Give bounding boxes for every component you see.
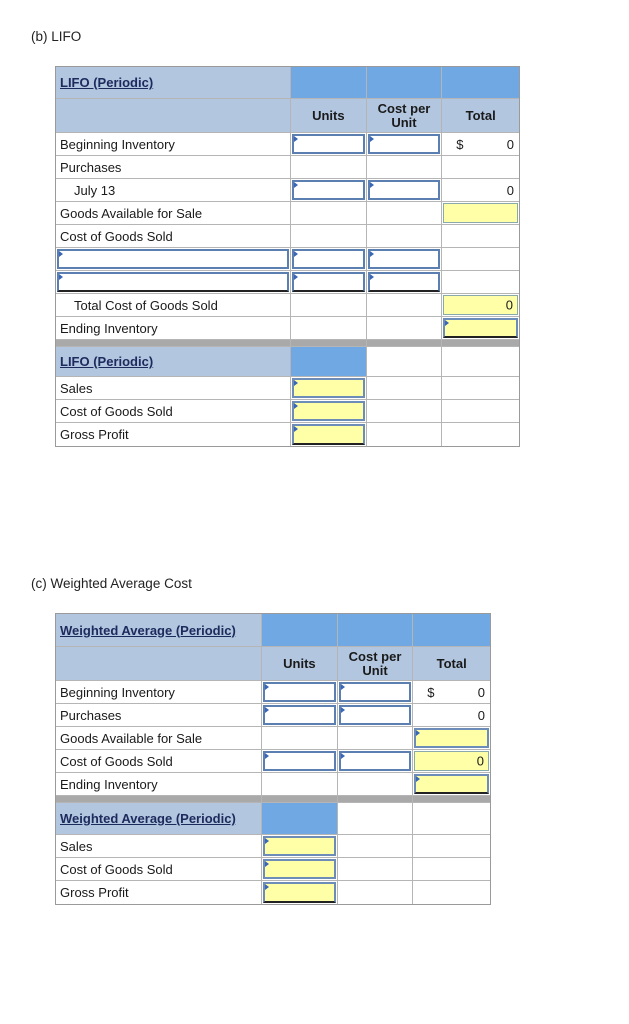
cost-per-unit-header: Cost per Unit (338, 647, 414, 680)
lifo-table (55, 66, 520, 447)
lifo-title: LIFO (Periodic) (60, 75, 154, 90)
wa-beginning-total (413, 681, 490, 703)
row-label: Purchases (56, 156, 291, 178)
weighted-profit-title-row (56, 803, 490, 835)
row-label: Cost of Goods Sold (56, 750, 262, 772)
weighted-table (55, 613, 491, 905)
cost-per-unit-header: Cost per Unit (367, 99, 443, 132)
lifo-row-beginning-inventory (56, 133, 519, 156)
row-label: Cost of Goods Sold (56, 225, 291, 247)
divider (56, 796, 490, 803)
sales-input[interactable] (292, 378, 365, 398)
row-label: Sales (56, 377, 291, 399)
weighted-profit-title: Weighted Average (Periodic) (60, 811, 236, 826)
cogs-layer2-cost-input[interactable] (368, 272, 441, 292)
ending-inventory-total-input[interactable] (443, 318, 518, 338)
wa-sales-input[interactable] (263, 836, 336, 856)
lifo-profit-title: LIFO (Periodic) (60, 354, 154, 369)
weighted-section-label: (c) Weighted Average Cost (31, 576, 192, 591)
wa-beginning-total-value: 0 (477, 684, 486, 700)
lifo-row-gross-profit (56, 423, 519, 446)
cogs-layer1-label-input[interactable] (57, 249, 289, 269)
cogs-layer1-units-input[interactable] (292, 249, 365, 269)
wa-purchases-units-input[interactable] (263, 705, 336, 725)
weighted-row-gross-profit (56, 881, 490, 904)
lifo-profit-title-row (56, 347, 519, 377)
weighted-row-purchases (56, 704, 490, 727)
weighted-row-ending-inventory (56, 773, 490, 796)
total-header: Total (442, 99, 519, 132)
weighted-title-row (56, 614, 490, 647)
cogs-layer2-units-input[interactable] (292, 272, 365, 292)
units-header: Units (291, 99, 367, 132)
july13-cost-input[interactable] (368, 180, 441, 200)
lifo-title-row (56, 67, 519, 99)
weighted-header-row (56, 647, 490, 681)
lifo-row-purchases (56, 156, 519, 179)
weighted-row-profit-cogs (56, 858, 490, 881)
lifo-row-july13 (56, 179, 519, 202)
july13-units-input[interactable] (292, 180, 365, 200)
cogs-layer2-label-input[interactable] (57, 272, 289, 292)
wa-cogs-total-input[interactable] (414, 751, 489, 771)
weighted-row-sales (56, 835, 490, 858)
row-label: Cost of Goods Sold (56, 858, 262, 880)
lifo-row-cogs-layer-2 (56, 271, 519, 294)
row-label: Gross Profit (56, 881, 262, 904)
divider (56, 340, 519, 347)
row-label: Goods Available for Sale (56, 727, 262, 749)
row-label: Total Cost of Goods Sold (56, 294, 291, 316)
lifo-header-row (56, 99, 519, 133)
dollar-sign: $ (427, 684, 435, 700)
lifo-row-cogs-layer-1 (56, 248, 519, 271)
wa-cogs-cost-input[interactable] (339, 751, 412, 771)
row-label: Sales (56, 835, 262, 857)
weighted-title: Weighted Average (Periodic) (60, 622, 236, 638)
beginning-units-input[interactable] (292, 134, 365, 154)
total-cogs-input[interactable] (443, 295, 518, 315)
july13-total: 0 (506, 182, 514, 198)
wa-purchases-cost-input[interactable] (339, 705, 412, 725)
lifo-row-cogs (56, 225, 519, 248)
row-label: Beginning Inventory (56, 133, 291, 155)
row-label: Cost of Goods Sold (56, 400, 291, 422)
lifo-row-profit-cogs (56, 400, 519, 423)
lifo-row-sales (56, 377, 519, 400)
row-label: Ending Inventory (56, 317, 291, 339)
wa-ending-inventory-total-input[interactable] (414, 774, 489, 794)
beginning-cost-input[interactable] (368, 134, 441, 154)
row-label: Goods Available for Sale (56, 202, 291, 224)
wa-purchases-total: 0 (477, 707, 485, 723)
lifo-row-ending-inventory (56, 317, 519, 340)
row-label: Purchases (56, 704, 262, 726)
lifo-row-total-cogs (56, 294, 519, 317)
lifo-row-goods-available (56, 202, 519, 225)
wa-gross-profit-input[interactable] (263, 882, 336, 903)
row-label: July 13 (56, 179, 291, 201)
row-label: Ending Inventory (56, 773, 262, 795)
cogs-layer1-cost-input[interactable] (368, 249, 441, 269)
lifo-title-cell (56, 67, 291, 98)
wa-cogs-units-input[interactable] (263, 751, 336, 771)
units-header: Units (262, 647, 338, 680)
weighted-row-cogs (56, 750, 490, 773)
gross-profit-input[interactable] (292, 424, 365, 445)
wa-profit-cogs-input[interactable] (263, 859, 336, 879)
wa-goods-available-total-input[interactable] (414, 728, 489, 748)
row-label: Gross Profit (56, 423, 291, 446)
row-label: Beginning Inventory (56, 681, 262, 703)
profit-cogs-input[interactable] (292, 401, 365, 421)
beginning-total (442, 133, 519, 155)
lifo-section-label: (b) LIFO (31, 29, 82, 44)
weighted-row-goods-available (56, 727, 490, 750)
dollar-sign: $ (456, 136, 464, 152)
total-cogs-value: 0 (505, 297, 513, 313)
wa-cogs-total-value: 0 (476, 753, 485, 769)
goods-available-total-input[interactable] (443, 203, 518, 223)
wa-beginning-units-input[interactable] (263, 682, 336, 702)
beginning-total-value: 0 (506, 136, 514, 152)
total-header: Total (413, 647, 490, 680)
weighted-row-beginning-inventory (56, 681, 490, 704)
wa-beginning-cost-input[interactable] (339, 682, 412, 702)
